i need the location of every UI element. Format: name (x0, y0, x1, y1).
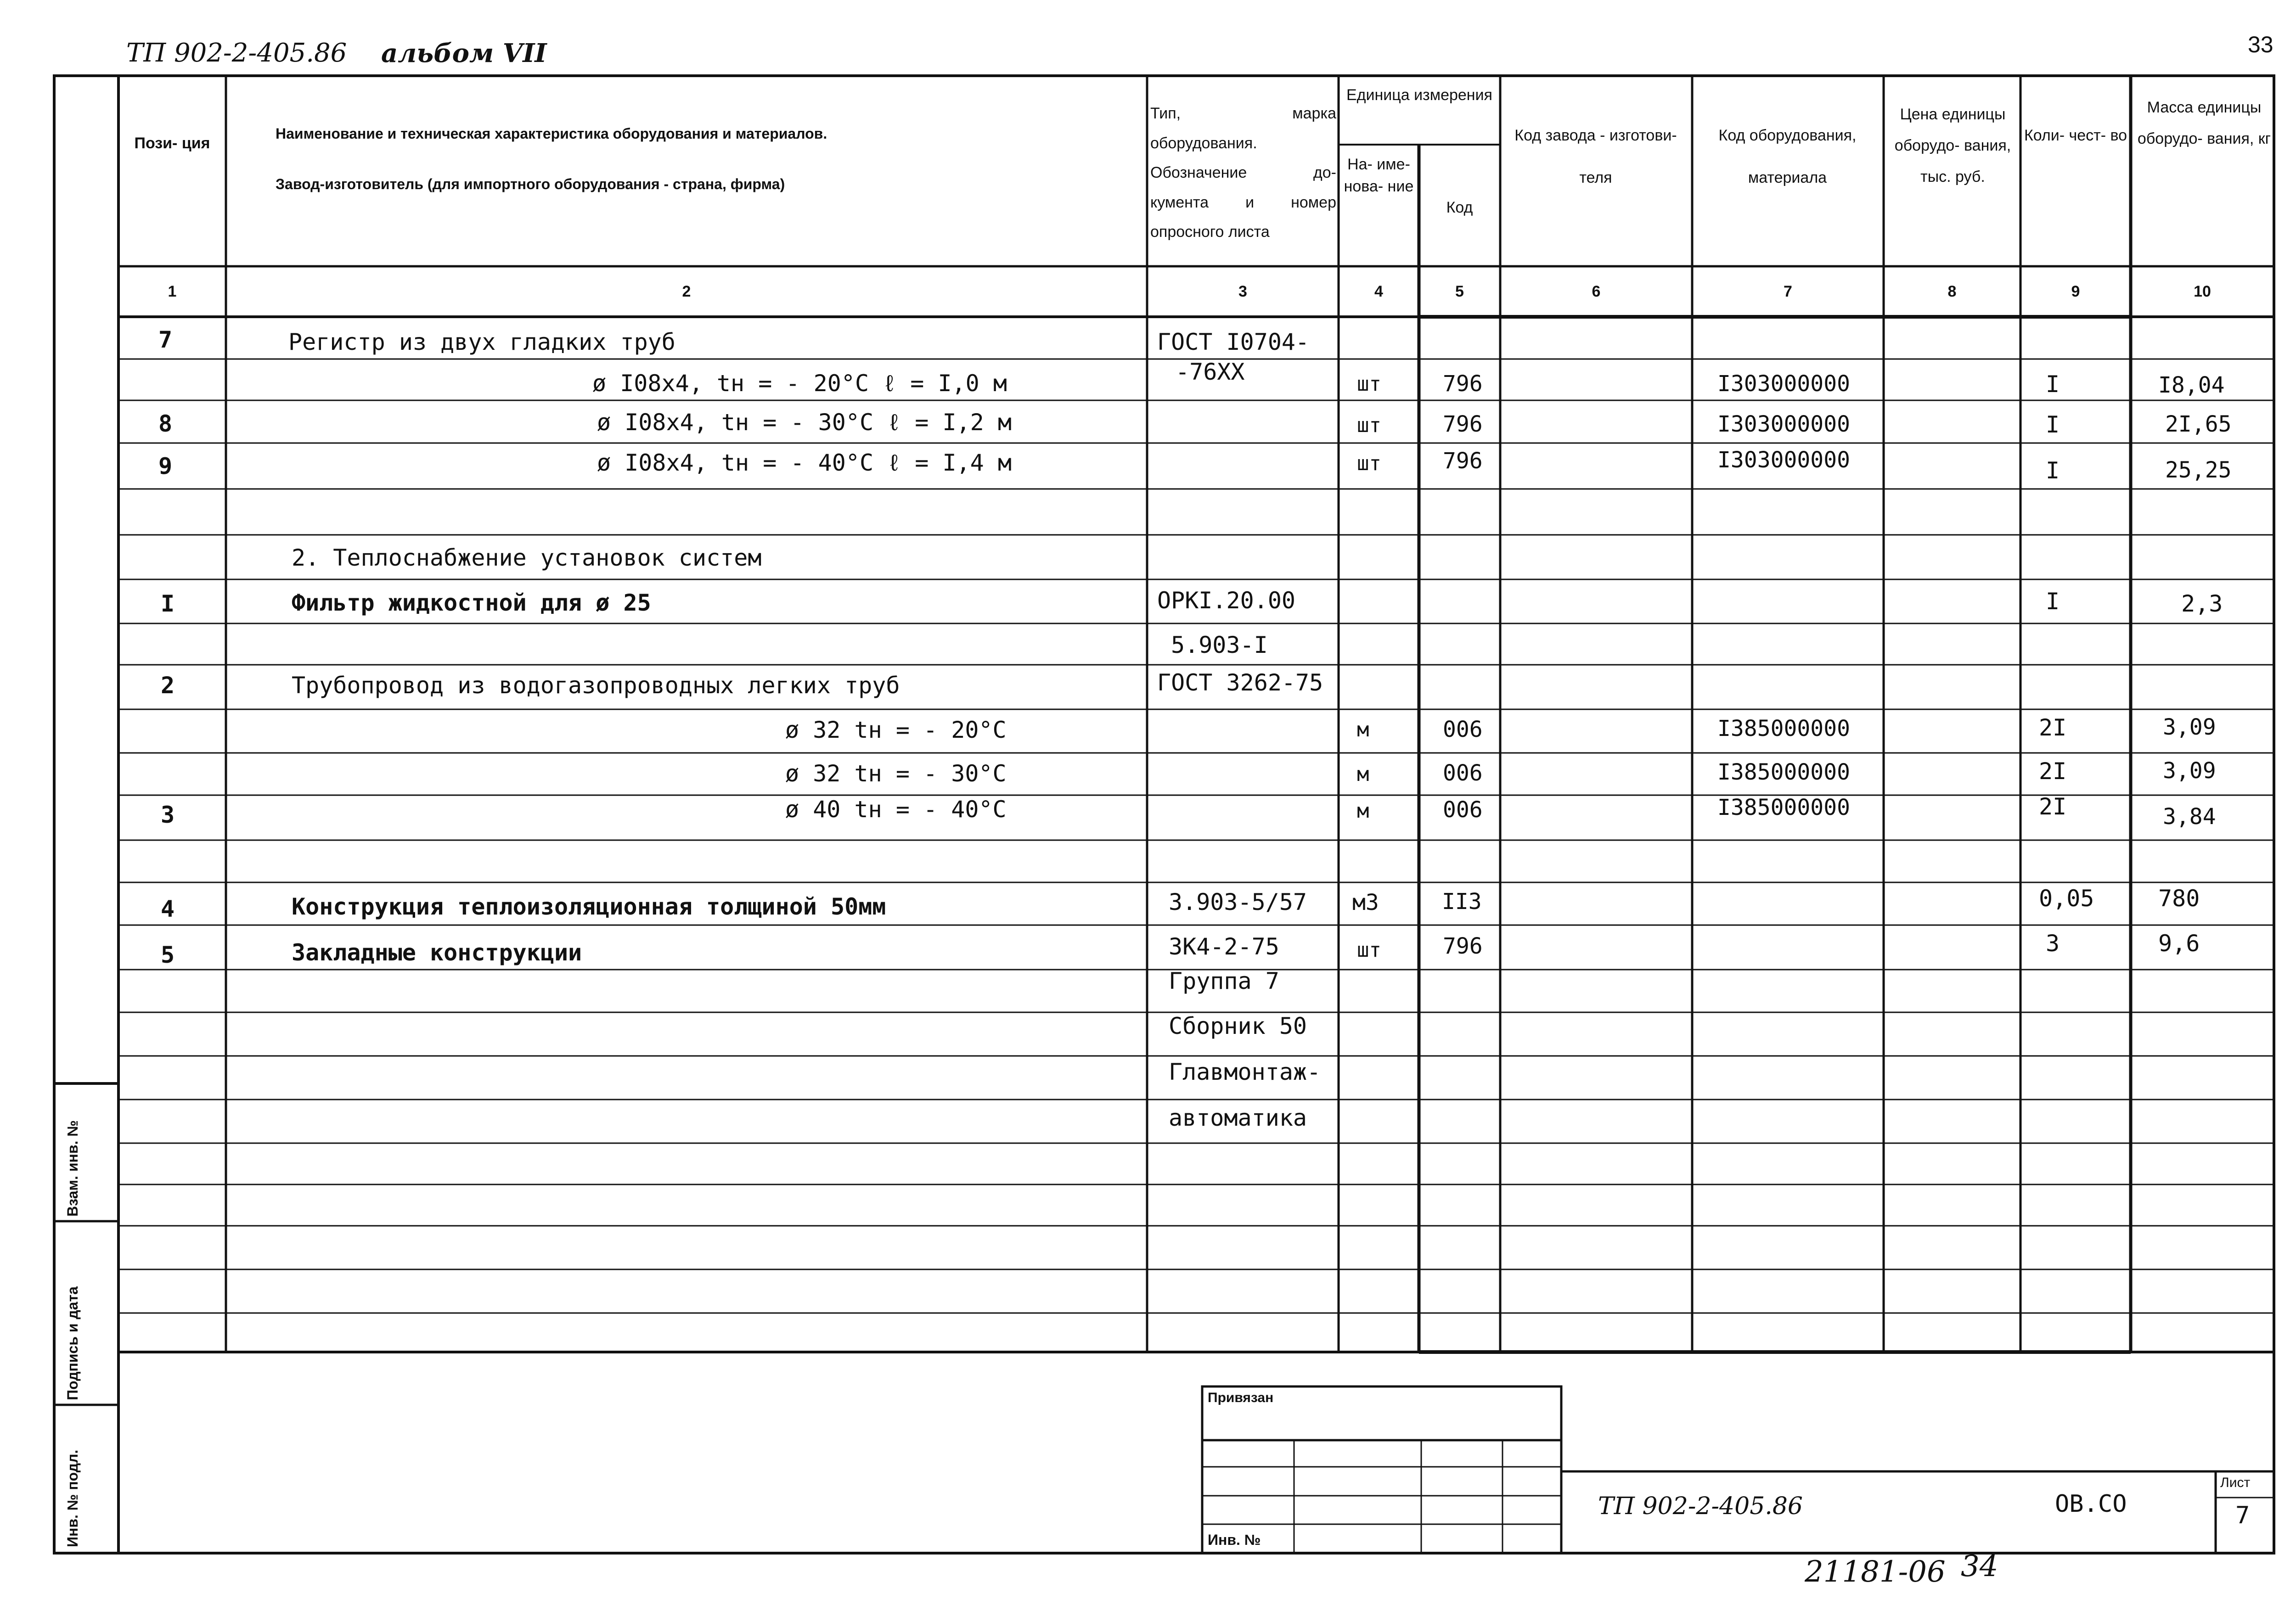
row-material-code: I385000000 (1717, 759, 1850, 785)
row-doc: Группа 7 (1169, 968, 1279, 994)
row-mass: 3,09 (2163, 758, 2216, 784)
row-mass: I8,04 (2158, 372, 2225, 398)
row-mass: 25,25 (2165, 457, 2232, 483)
row-mass: 780 (2158, 885, 2200, 912)
row-unit: м (1357, 763, 1369, 786)
row-material-code: I303000000 (1717, 447, 1850, 473)
row-doc: Главмонтаж- (1169, 1059, 1321, 1085)
row-doc: 3К4-2-75 (1169, 933, 1279, 960)
row-quantity: I (2046, 371, 2060, 398)
row-position: 3 (161, 802, 175, 828)
row-code: 796 (1443, 933, 1483, 959)
album-label: альбом VII (381, 38, 547, 68)
row-quantity: 3 (2046, 930, 2060, 957)
row-doc: -76ХХ (1176, 359, 1245, 385)
row-quantity: 2I (2039, 758, 2067, 785)
header-material-code: Код оборудования, материала (1718, 127, 1857, 186)
footer-number: 21181-06 (1805, 1555, 1946, 1589)
side-label-inventory: Инв. № подл. (64, 1449, 81, 1547)
stamp-inventory: Инв. № (1208, 1532, 1261, 1548)
header-plant-code: Код завода - изготови- теля (1514, 127, 1677, 186)
row-material-code: I385000000 (1717, 795, 1850, 820)
row-quantity: I (2046, 457, 2060, 484)
header-name-line2: Завод-изготовитель (для импортного оборудования - страна, фирма) (276, 176, 785, 192)
row-position: 9 (158, 453, 173, 479)
col-number: 2 (682, 283, 691, 300)
header-name-line1: Наименование и техническая характеристика оборудования и материалов. (276, 125, 827, 142)
row-code: II3 (1442, 889, 1482, 915)
row-name: Трубопровод из водогазопроводных легких труб (292, 672, 900, 699)
row-code: 796 (1443, 448, 1483, 474)
header-price: Цена единицы оборудо- вания, тыс. руб. (1894, 106, 2011, 185)
row-mass: 3,84 (2163, 804, 2216, 830)
header-unit-name: На- име- нова- ние (1344, 156, 1414, 195)
row-doc: ГОСТ I0704- (1157, 329, 1310, 355)
footer-page: 34 (1961, 1549, 1998, 1583)
row-unit: шт (1357, 938, 1381, 962)
row-position: 2 (161, 672, 175, 699)
row-position: 5 (161, 942, 175, 968)
row-position: 7 (158, 326, 173, 353)
row-name: Конструкция теплоизоляционная толщиной 50мм (292, 893, 886, 920)
row-code: 006 (1443, 797, 1483, 823)
header-unit-code: Код (1446, 199, 1473, 216)
row-mass: 2,3 (2181, 590, 2223, 617)
row-name: ø 32 tн = - 20°C (785, 717, 1007, 743)
row-unit: шт (1357, 414, 1381, 437)
header-position: Пози- ция (134, 135, 210, 152)
row-name: ø 40 tн = - 40°C (785, 796, 1007, 823)
stamp-sheet-label: Лист (2220, 1475, 2251, 1490)
row-name: ø I08x4, tн = - 40°C ℓ = I,4 м (597, 449, 1012, 476)
header-mass: Масса единицы оборудо- вания, кг (2137, 99, 2271, 147)
section-heading: 2. Теплоснабжение установок систем (292, 544, 762, 571)
row-code: 006 (1443, 717, 1483, 742)
row-name: ø I08x4, tн = - 20°C ℓ = I,0 м (592, 370, 1007, 397)
col-number: 4 (1374, 283, 1383, 300)
side-label-signature: Подпись и дата (64, 1286, 81, 1400)
row-code: 796 (1443, 371, 1483, 397)
header-quantity: Коли- чест- во (2024, 127, 2127, 144)
row-material-code: I303000000 (1717, 371, 1850, 397)
header-type: Тип, марка оборудования. Обозначение до- кумента и номер опросного листа (1150, 105, 1336, 241)
col-number: 9 (2071, 283, 2080, 300)
col-number: 6 (1592, 283, 1601, 300)
row-code: 796 (1443, 411, 1483, 437)
document-code: ТП 902-2-405.86 (126, 38, 347, 68)
row-unit: шт (1357, 452, 1381, 475)
col-number: 8 (1947, 283, 1957, 300)
row-doc: ОРКI.20.00 (1157, 587, 1296, 614)
row-position: 4 (161, 896, 175, 922)
row-mass: 2I,65 (2165, 411, 2232, 437)
col-number: 3 (1238, 283, 1247, 300)
row-doc: 5.903-I (1171, 632, 1268, 658)
row-quantity: 0,05 (2039, 885, 2094, 912)
row-material-code: I303000000 (1717, 411, 1850, 437)
row-doc: ГОСТ 3262-75 (1157, 669, 1323, 696)
row-name: ø 32 tн = - 30°C (785, 760, 1007, 787)
row-quantity: 2I (2039, 793, 2067, 820)
side-label-replacement: Взам. инв. № (64, 1120, 81, 1217)
stamp-attached: Привязан (1208, 1390, 1274, 1405)
stamp-document-code: ТП 902-2-405.86 (1598, 1493, 1803, 1520)
row-unit: м (1357, 718, 1369, 741)
row-material-code: I385000000 (1717, 716, 1850, 741)
row-unit: м (1357, 799, 1369, 823)
col-number: 5 (1455, 283, 1464, 300)
row-quantity: I (2046, 411, 2060, 438)
row-position: I (161, 590, 175, 617)
row-doc: 3.903-5/57 (1169, 889, 1307, 915)
row-unit: м3 (1352, 890, 1379, 915)
stamp-sheet-number: 7 (2235, 1502, 2250, 1529)
row-name: Фильтр жидкостной для ø 25 (292, 589, 651, 616)
row-position: 8 (158, 410, 173, 437)
row-quantity: 2I (2039, 714, 2067, 741)
row-doc: Сборник 50 (1169, 1013, 1307, 1039)
page-number: 33 (2248, 32, 2273, 57)
col-number: 7 (1784, 283, 1792, 300)
row-mass: 3,09 (2163, 714, 2216, 740)
stamp-sheet-code: ОВ.СО (2055, 1490, 2127, 1518)
row-code: 006 (1443, 760, 1483, 786)
col-number: 1 (168, 283, 177, 300)
row-name: ø I08x4, tн = - 30°C ℓ = I,2 м (597, 409, 1012, 436)
row-quantity: I (2046, 588, 2060, 615)
row-doc: автоматика (1169, 1105, 1307, 1131)
row-name: Закладные конструкции (292, 939, 582, 966)
row-name: Регистр из двух гладких труб (288, 329, 675, 355)
col-number: 10 (2194, 283, 2211, 300)
row-mass: 9,6 (2158, 930, 2200, 957)
header-unit-group: Единица измерения (1346, 86, 1492, 104)
row-unit: шт (1357, 372, 1381, 396)
